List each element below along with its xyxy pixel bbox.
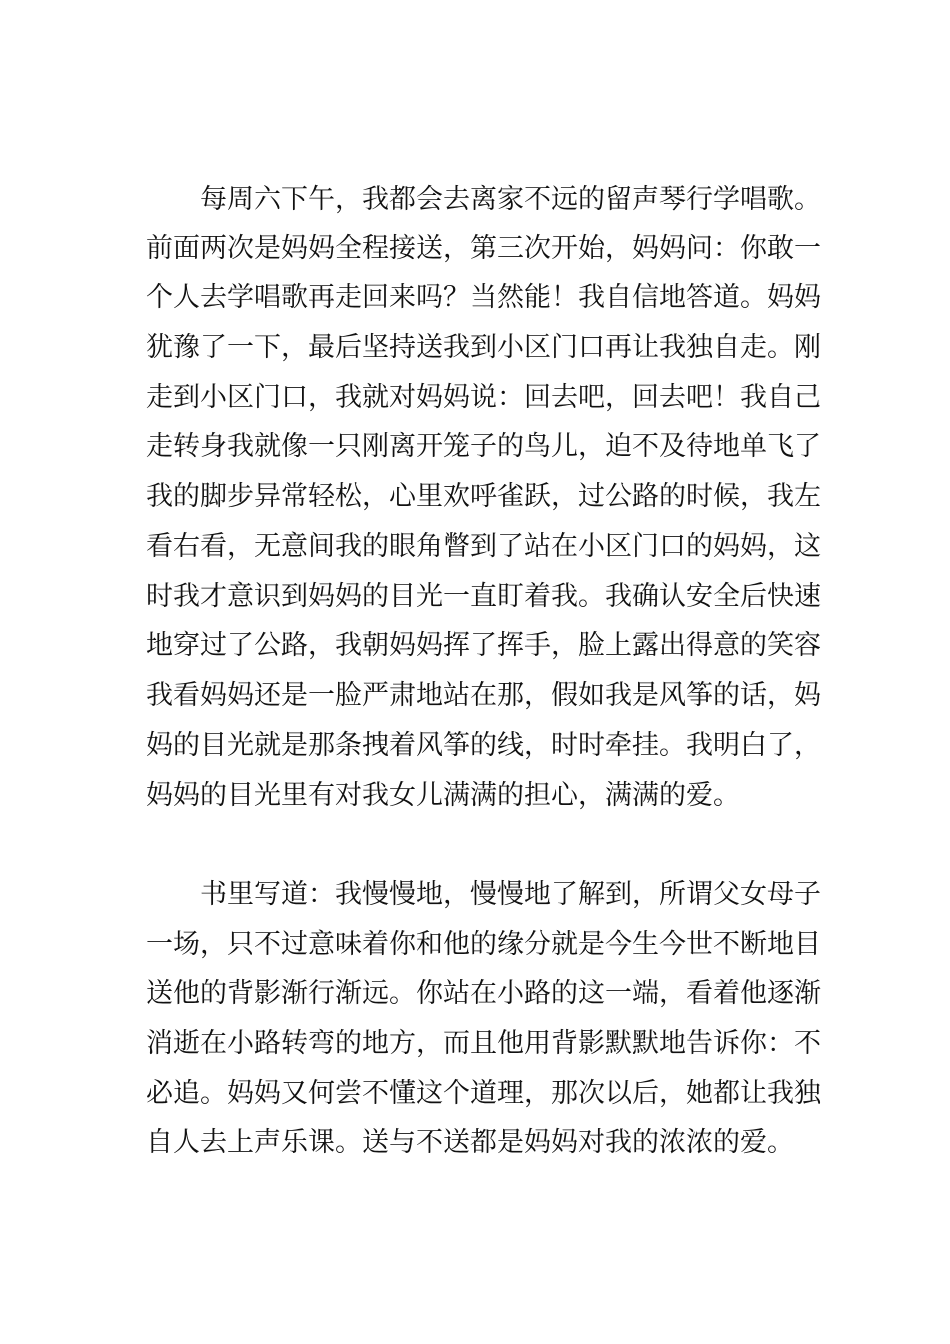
paragraph-1-line-12: 妈的目光就是那条拽着风筝的线，时时牵挂。我明白了，	[146, 730, 821, 761]
paragraph-1-line-5: 走到小区门口，我就对妈妈说：回去吧，回去吧！我自己	[146, 382, 821, 413]
paragraph-1-line-1: 每周六下午，我都会去离家不远的留声琴行学唱歌。	[146, 184, 821, 215]
paragraph-2-line-3: 送他的背影渐行渐远。你站在小路的这一端，看着他逐渐	[146, 978, 821, 1009]
paragraph-2-line-1: 书里写道：我慢慢地，慢慢地了解到，所谓父女母子	[146, 879, 821, 910]
paragraph-1-line-4: 犹豫了一下，最后坚持送我到小区门口再让我独自走。刚	[146, 332, 821, 363]
paragraph-1-line-8: 看右看，无意间我的眼角瞥到了站在小区门口的妈妈，这	[146, 531, 821, 562]
paragraph-1-line-6: 走转身我就像一只刚离开笼子的鸟儿，迫不及待地单飞了	[146, 431, 821, 462]
paragraph-2-line-6: 自人去上声乐课。送与不送都是妈妈对我的浓浓的爱。	[146, 1127, 794, 1158]
paragraph-1-line-2: 前面两次是妈妈全程接送，第三次开始，妈妈问：你敢一	[146, 233, 821, 264]
paragraph-1-line-13: 妈妈的目光里有对我女儿满满的担心，满满的爱。	[146, 780, 740, 811]
paragraph-1-line-7: 我的脚步异常轻松，心里欢呼雀跃，过公路的时候，我左	[146, 481, 821, 512]
paragraph-2-line-2: 一场，只不过意味着你和他的缘分就是今生今世不断地目	[146, 929, 821, 960]
paragraph-1-line-11: 我看妈妈还是一脸严肃地站在那，假如我是风筝的话，妈	[146, 680, 821, 711]
paragraph-2-line-5: 必追。妈妈又何尝不懂这个道理，那次以后，她都让我独	[146, 1078, 821, 1109]
paragraph-2-line-4: 消逝在小路转弯的地方，而且他用背影默默地告诉你：不	[146, 1028, 821, 1059]
paragraph-1-line-10: 地穿过了公路，我朝妈妈挥了挥手，脸上露出得意的笑容	[146, 630, 821, 661]
paragraph-1-line-9: 时我才意识到妈妈的目光一直盯着我。我确认安全后快速	[146, 581, 821, 612]
paragraph-1-line-3: 个人去学唱歌再走回来吗？当然能！我自信地答道。妈妈	[146, 282, 821, 313]
